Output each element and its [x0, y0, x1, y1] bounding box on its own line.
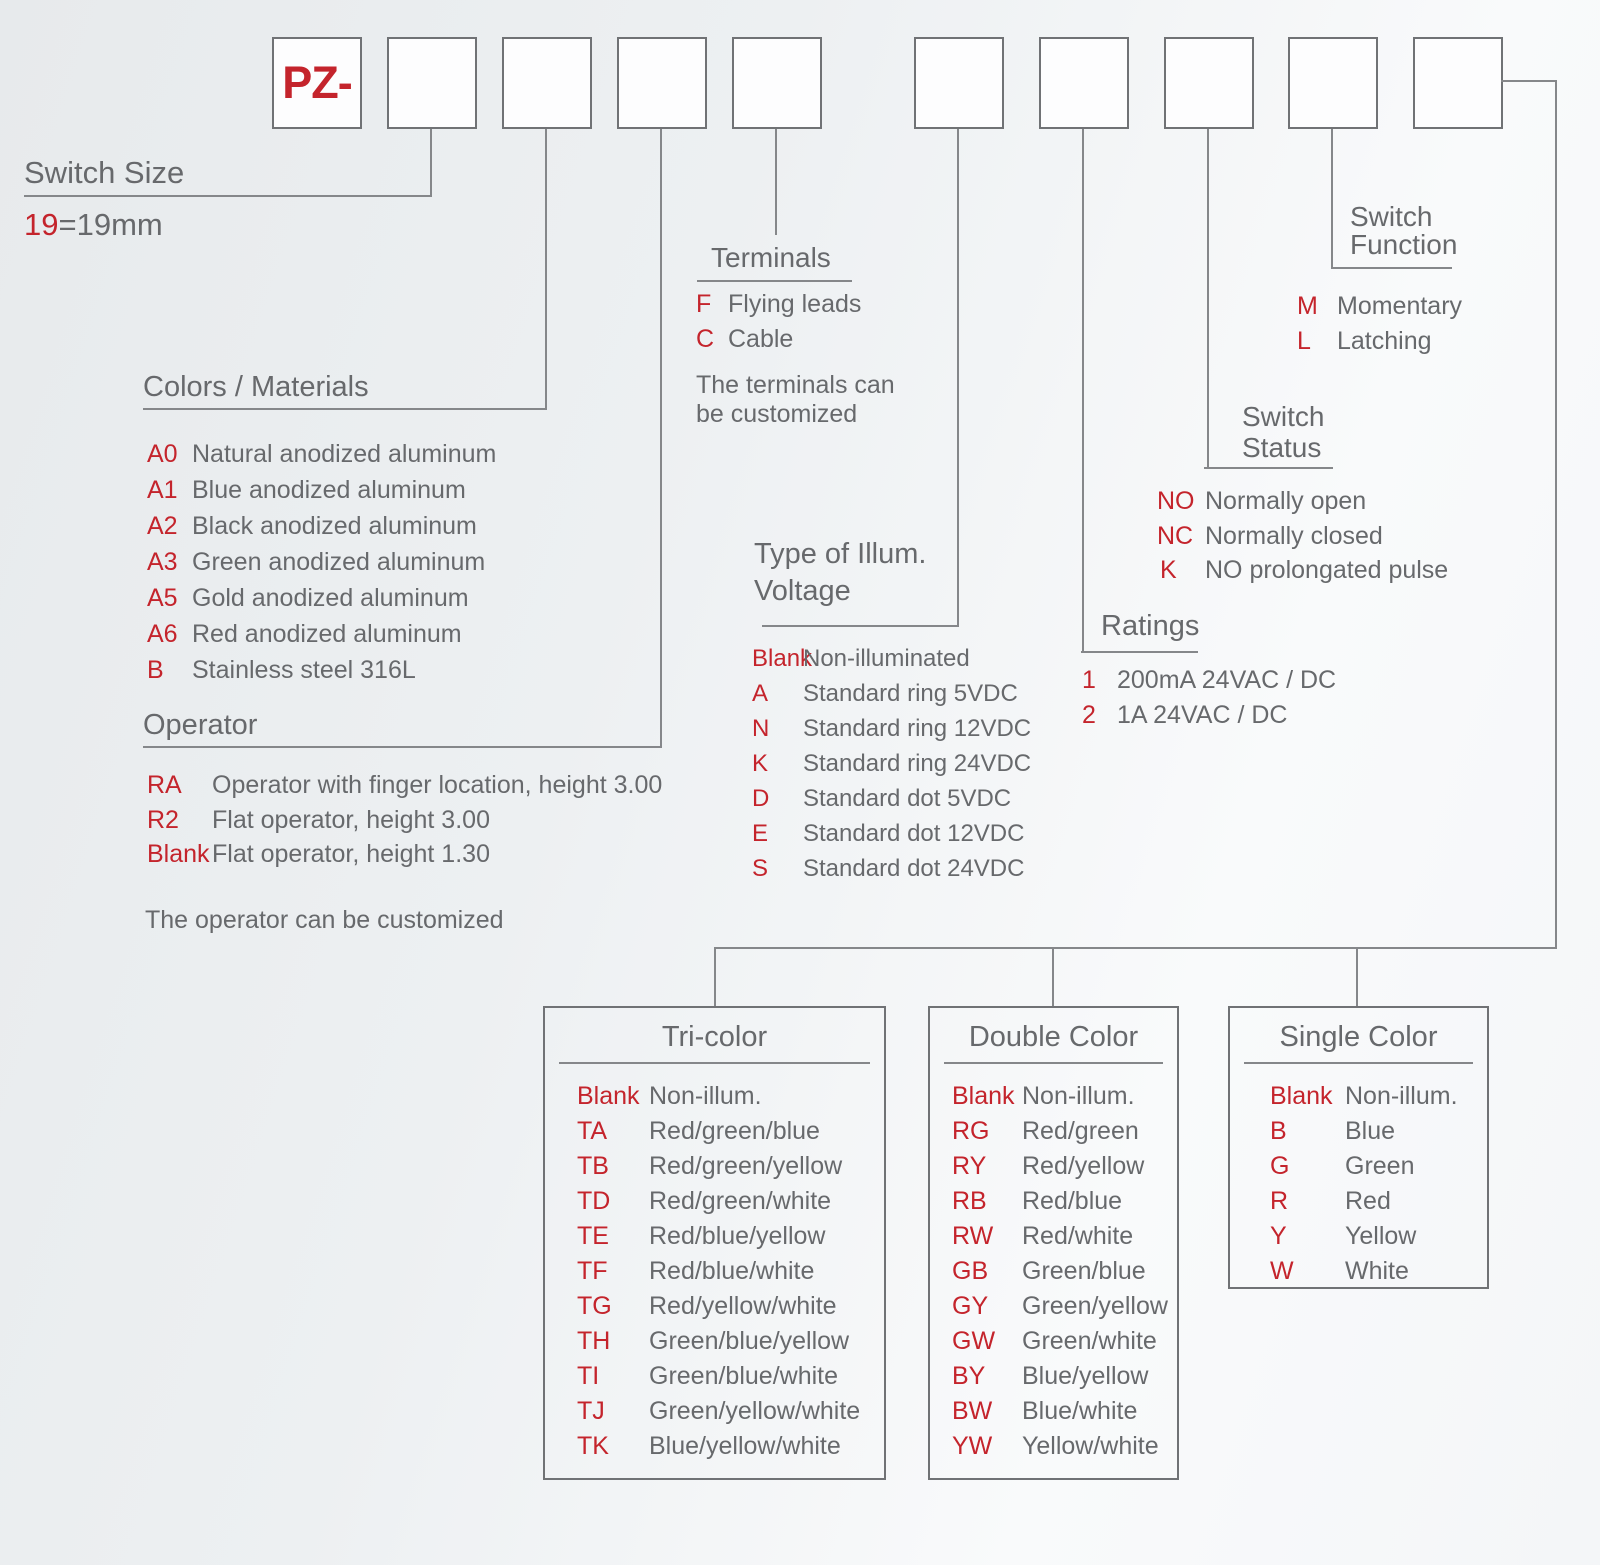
colors-row: A0 Natural anodized aluminum	[147, 440, 497, 468]
illum-row: E Standard dot 12VDC	[752, 820, 1025, 847]
single-color-row: B Blue	[1270, 1117, 1396, 1145]
tri-color-row: TH Green/blue/yellow	[577, 1327, 850, 1355]
prefix-box	[272, 37, 362, 129]
tri-color-row: TF Red/blue/white	[577, 1257, 815, 1285]
double-color-row: RW Red/white	[952, 1222, 1134, 1250]
operator-row: Blank Flat operator, height 1.30	[147, 840, 490, 868]
double-color-row: RB Red/blue	[952, 1187, 1123, 1215]
terminals-note-line1: The terminals can	[696, 371, 895, 399]
connector-led-horizontal	[714, 947, 1557, 949]
illum-row: S Standard dot 24VDC	[752, 855, 1025, 882]
tri-color-row: Blank Non-illum.	[577, 1082, 762, 1110]
code-box-size	[387, 37, 477, 129]
illum-row: A Standard ring 5VDC	[752, 680, 1018, 707]
tri-color-row: TD Red/green/white	[577, 1187, 832, 1215]
double-color-row: BY Blue/yellow	[952, 1362, 1149, 1390]
illum-row: K Standard ring 24VDC	[752, 750, 1032, 777]
tri-color-row: TE Red/blue/yellow	[577, 1222, 826, 1250]
single-color-underline	[1244, 1062, 1473, 1064]
underline-terminals	[697, 280, 852, 282]
ratings-title: Ratings	[1101, 610, 1200, 642]
switch-size-title: Switch Size	[24, 155, 185, 190]
code-box-operator	[617, 37, 707, 129]
code-box-ratings	[1039, 37, 1129, 129]
terminals-row: F Flying leads	[696, 290, 862, 318]
connector-operator	[660, 129, 662, 748]
code-box-switch-status	[1164, 37, 1254, 129]
connector-led-jog	[1501, 80, 1557, 82]
drop-double-color	[1052, 947, 1054, 1006]
code-box-switch-function	[1288, 37, 1378, 129]
operator-row: RA Operator with finger location, height 3.00	[147, 771, 663, 799]
tri-color-row: TA Red/green/blue	[577, 1117, 820, 1145]
drop-tri-color	[714, 947, 716, 1006]
switch-size-value	[24, 207, 163, 243]
illum-row: D Standard dot 5VDC	[752, 785, 1012, 812]
connector-terminals	[775, 129, 777, 235]
double-color-row: GB Green/blue	[952, 1257, 1146, 1285]
code-box-illum-voltage	[914, 37, 1004, 129]
switch-size-code: 19	[24, 207, 59, 242]
double-color-box	[928, 1006, 1179, 1480]
colors-row: A5 Gold anodized aluminum	[147, 584, 469, 612]
underline-colors	[143, 408, 547, 410]
code-box-color-material	[502, 37, 592, 129]
double-color-row: RY Red/yellow	[952, 1152, 1145, 1180]
single-color-row: R Red	[1270, 1187, 1391, 1215]
colors-title: Colors / Materials	[143, 371, 369, 403]
double-color-row: Blank Non-illum.	[952, 1082, 1135, 1110]
double-color-underline	[944, 1062, 1163, 1064]
double-color-row: GY Green/yellow	[952, 1292, 1168, 1320]
function-row: M Momentary	[1297, 292, 1463, 320]
status-title-line1: Switch	[1242, 401, 1325, 432]
colors-row: B Stainless steel 316L	[147, 656, 416, 684]
tri-color-box	[543, 1006, 886, 1480]
colors-row: A3 Green anodized aluminum	[147, 548, 486, 576]
status-row: NC Normally closed	[1157, 522, 1383, 550]
switch-size-desc: =19mm	[58, 207, 163, 242]
terminals-note-line2: be customized	[696, 400, 858, 428]
underline-status	[1204, 467, 1333, 469]
function-title-line2: Function	[1350, 229, 1458, 260]
terminals-row: C Cable	[696, 325, 794, 353]
code-box-terminals	[732, 37, 822, 129]
tri-color-underline	[559, 1062, 870, 1064]
single-color-box	[1228, 1006, 1489, 1289]
single-color-row: Y Yellow	[1270, 1222, 1417, 1250]
status-title-line2: Status	[1242, 432, 1322, 463]
tri-color-title: Tri-color	[661, 1021, 768, 1053]
tri-color-row: TG Red/yellow/white	[577, 1292, 837, 1320]
tri-color-row: TJ Green/yellow/white	[577, 1397, 861, 1425]
underline-operator	[143, 746, 662, 748]
colors-row: A6 Red anodized aluminum	[147, 620, 462, 648]
underline-function	[1331, 267, 1452, 269]
double-color-row: BW Blue/white	[952, 1397, 1138, 1425]
operator-note: The operator can be customized	[145, 906, 504, 934]
double-color-row: GW Green/white	[952, 1327, 1157, 1355]
colors-row: A2 Black anodized aluminum	[147, 512, 477, 540]
connector-colors	[545, 129, 547, 410]
connector-illum	[957, 129, 959, 627]
single-color-row: W White	[1270, 1257, 1409, 1285]
single-color-title: Single Color	[1279, 1021, 1438, 1053]
double-color-title: Double Color	[968, 1021, 1139, 1053]
function-row: L Latching	[1297, 327, 1432, 355]
single-color-row: Blank Non-illum.	[1270, 1082, 1458, 1110]
connector-ratings	[1082, 129, 1084, 653]
connector-function	[1331, 129, 1333, 269]
connector-led-right	[1555, 80, 1557, 949]
underline-ratings	[1081, 651, 1198, 653]
colors-row: A1 Blue anodized aluminum	[147, 476, 466, 504]
underline-illum	[762, 625, 959, 627]
status-row: NO Normally open	[1157, 487, 1367, 515]
underline-switch-size	[24, 195, 432, 197]
tri-color-row: TB Red/green/yellow	[577, 1152, 843, 1180]
connector-switch-size	[430, 129, 432, 197]
single-color-row: G Green	[1270, 1152, 1415, 1180]
illum-row: Blank Non-illuminated	[752, 645, 970, 672]
function-title-line1: Switch	[1350, 201, 1433, 232]
double-color-row: RG Red/green	[952, 1117, 1139, 1145]
drop-single-color	[1356, 947, 1358, 1006]
prefix-label: PZ-	[282, 57, 352, 108]
operator-title: Operator	[143, 709, 258, 741]
operator-row: R2 Flat operator, height 3.00	[147, 806, 490, 834]
tri-color-row: TK Blue/yellow/white	[577, 1432, 841, 1460]
connector-status	[1207, 129, 1209, 469]
tri-color-row: TI Green/blue/white	[577, 1362, 839, 1390]
illum-title-line1: Type of Illum.	[754, 538, 927, 570]
terminals-title: Terminals	[711, 242, 831, 273]
ratings-row: 1 200mA 24VAC / DC	[1082, 666, 1337, 694]
ratings-row: 2 1A 24VAC / DC	[1082, 701, 1288, 729]
double-color-row: YW Yellow/white	[952, 1432, 1159, 1460]
illum-row: N Standard ring 12VDC	[752, 715, 1032, 742]
status-row: K NO prolongated pulse	[1160, 556, 1449, 584]
illum-title-line2: Voltage	[754, 575, 851, 607]
code-box-led-color	[1413, 37, 1503, 129]
